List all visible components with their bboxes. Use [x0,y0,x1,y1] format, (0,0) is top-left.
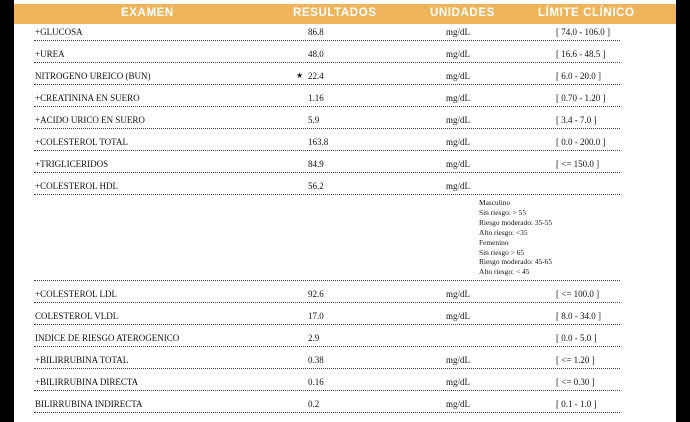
result-value: 5.9 [308,115,320,125]
hdl-note-line: Masculino [479,198,511,207]
notes-divider [34,280,620,281]
result-value: 163.8 [308,137,329,147]
exam-name: NITROGENO UREICO (BUN) [35,71,151,81]
hdl-note-line: Alto riesgo: < 45 [479,267,530,277]
exam-name: COLESTEROL VLDL [35,311,119,321]
reference-range: [ 6.0 - 20.0 ] [556,71,601,81]
table-row [14,177,676,199]
result-value: 17.0 [308,311,324,321]
row-divider [34,390,620,391]
reference-range: [ 0.1 - 1.0 ] [556,399,597,409]
table-row [14,351,676,373]
table-row [14,395,676,417]
header-unidades: UNIDADES [430,7,495,19]
flag-star-icon: ★ [296,71,304,80]
result-value: 2.9 [308,333,320,343]
result-value: 0.2 [308,399,320,409]
exam-name: +COLESTEROL LDL [35,289,117,299]
result-value: 0.38 [308,355,324,365]
header-examen: EXAMEN [121,7,174,19]
row-divider [34,150,620,151]
exam-name: +BILIRRUBINA DIRECTA [35,377,139,387]
exam-name: +ACIDO URICO EN SUERO [35,115,145,125]
table-row [14,67,676,89]
hdl-reference-notes [479,198,552,277]
header-resultados: RESULTADOS [293,7,377,19]
unit: mg/dL [446,159,470,169]
unit: mg/dL [446,137,470,147]
row-divider [34,106,620,107]
unit: mg/dL [446,115,470,125]
lab-report-page [14,0,676,422]
unit: mg/dL [446,399,470,409]
result-value: 22.4 [308,71,324,81]
table-row [14,23,676,45]
row-divider [34,324,620,325]
table-header [14,4,676,24]
hdl-note-line: Sin riesgo: > 55 [479,207,527,217]
unit: mg/dL [446,27,470,37]
exam-name: +BILIRRUBINA TOTAL [35,355,129,365]
row-divider [34,40,620,41]
table-row [14,285,676,307]
row-divider [34,128,620,129]
row-divider [34,412,620,413]
table-row [14,133,676,155]
row-divider [34,62,620,63]
row-divider [34,368,620,369]
exam-name: +COLESTEROL HDL [35,181,118,191]
reference-range: [ 8.0 - 34.0 ] [556,311,601,321]
result-value: 92.6 [308,289,324,299]
result-value: 84.9 [308,159,324,169]
hdl-note-line: Riesgo moderado: 45-65 [479,257,553,267]
reference-range: [ 3.4 - 7.0 ] [556,115,597,125]
hdl-note-line: Alto riesgo: <35 [479,227,528,237]
reference-range: [ 74.0 - 106.0 ] [556,27,610,37]
exam-name: +UREA [35,49,65,59]
unit: mg/dL [446,71,470,81]
exam-name: INDICE DE RIESGO ATEROGENICO [35,333,180,343]
reference-range: [ 0.0 - 200.0 ] [556,137,606,147]
unit: mg/dL [446,93,470,103]
row-divider [34,84,620,85]
unit: mg/dL [446,181,470,191]
table-row [14,373,676,395]
exam-name: BILIRRUBINA INDIRECTA [35,399,143,409]
row-divider [34,194,620,195]
reference-range: [ 0.70 - 1.20 ] [556,93,606,103]
unit: mg/dL [446,311,470,321]
exam-name: +GLUCOSA [35,27,83,37]
reference-range: [ <= 100.0 ] [556,289,600,299]
hdl-note-line: Sin riesgo > 65 [479,247,525,257]
exam-name: +CREATININA EN SUERO [35,93,140,103]
result-value: 48.0 [308,49,324,59]
header-limite: LÍMITE CLÍNICO [538,7,635,19]
table-row [14,329,676,351]
reference-range: [ 16.6 - 48.5 ] [556,49,606,59]
hdl-note-line: Riesgo moderado: 35-55 [479,217,553,227]
reference-range: [ <= 0.30 ] [556,377,595,387]
row-divider [34,302,620,303]
unit: mg/dL [446,377,470,387]
table-row [14,307,676,329]
unit: mg/dL [446,49,470,59]
result-value: 86.8 [308,27,324,37]
result-value: 0.16 [308,377,324,387]
reference-range: [ 0.0 - 5.0 ] [556,333,597,343]
unit: mg/dL [446,289,470,299]
hdl-note-line: Femenino [479,237,509,247]
unit: mg/dL [446,355,470,365]
table-row [14,155,676,177]
exam-name: +COLESTEROL TOTAL [35,137,128,147]
reference-range: [ <= 1.20 ] [556,355,595,365]
table-row [14,89,676,111]
result-value: 56.2 [308,181,324,191]
exam-name: +TRIGLICERIDOS [35,159,109,169]
table-row [14,45,676,67]
reference-range: [ <= 150.0 ] [556,159,600,169]
row-divider [34,172,620,173]
row-divider [34,346,620,347]
result-value: 1.16 [308,93,324,103]
table-row [14,111,676,133]
